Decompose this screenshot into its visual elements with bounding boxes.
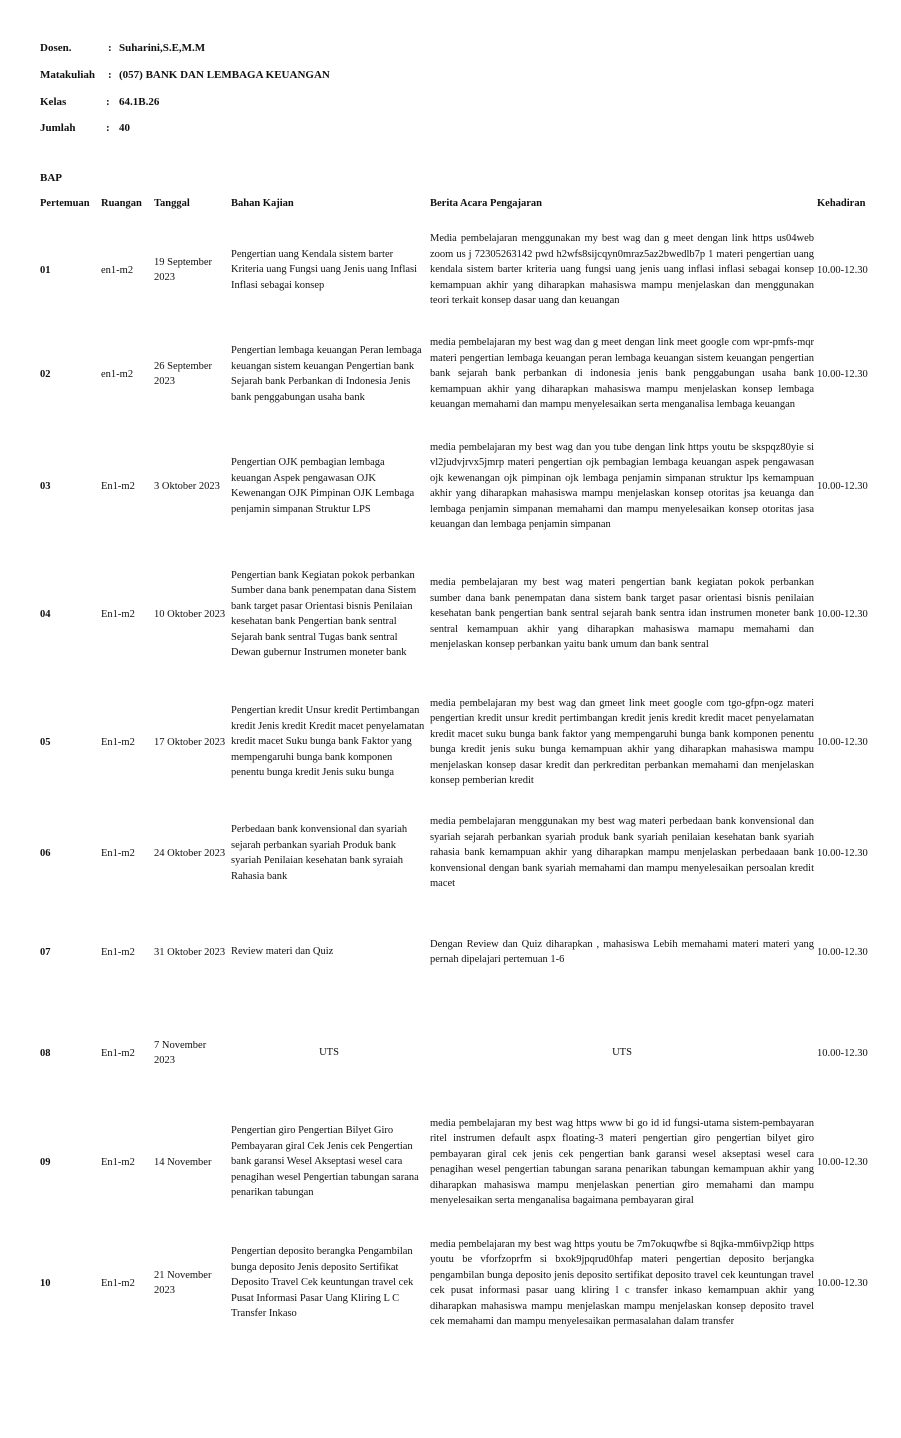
cell-tanggal: 17 Oktober 2023: [154, 736, 226, 748]
cell-bahan-kajian: Pengertian OJK pembagian lembaga keuangan Aspek pengawasan OJK Kewenangan OJK Pimpinan OJK Lembaga penjamin simpanan Struktur LPS: [231, 457, 415, 515]
cell-pertemuan: 05: [40, 736, 51, 748]
header-matakuliah: [40, 69, 330, 81]
cell-bahan-kajian: Pengertian giro Pengertian Bilyet Giro Pembayaran giral Cek Jenis cek Pengertian bank garansi Wesel Akseptasi wesel cara penagihan wesel Pengertian tabungan sarana penarikan tabungan: [231, 1125, 419, 1199]
cell-ruangan: En1-m2: [101, 736, 135, 748]
cell-pertemuan: 03: [40, 480, 51, 492]
cell-ruangan: En1-m2: [101, 1277, 135, 1289]
section-title: BAP: [40, 172, 62, 184]
cell-bahan-kajian: Perbedaan bank konvensional dan syariah sejarah perbankan syariah Produk bank syariah Penilaian kesehatan bank syraiah Rahasia bank: [231, 824, 408, 882]
cell-pertemuan: 01: [40, 264, 51, 276]
table-row: [0, 1228, 901, 1338]
cell-pertemuan: 04: [40, 608, 51, 620]
cell-kehadiran: 10.00-12.30: [817, 736, 868, 748]
cell-bahan-kajian: Pengertian deposito berangka Pengambilan bunga deposito Jenis deposito Sertifikat Deposito Travel Cek keuntungan travel cek Pusat Informasi Pasar Uang Kliring L C Transfer Inkaso: [231, 1246, 414, 1320]
header-value: (057) BANK DAN LEMBAGA KEUANGAN: [119, 69, 330, 81]
cell-tanggal: 31 Oktober 2023: [154, 946, 226, 958]
cell-ruangan: En1-m2: [101, 946, 135, 958]
cell-ruangan: En1-m2: [101, 480, 135, 492]
cell-berita-acara: UTS: [612, 1047, 632, 1059]
cell-kehadiran: 10.00-12.30: [817, 1047, 868, 1059]
cell-berita-acara: Dengan Review dan Quiz diharapkan , mahasiswa Lebih memahami materi materi yang pernah dipelajari pertemuan 1-6: [430, 938, 814, 965]
table-row: [0, 1031, 901, 1075]
cell-ruangan: En1-m2: [101, 608, 135, 620]
cell-berita-acara: media pembelajaran my best wag dan gmeet link meet google com tgo-gfpn-ogz materi pengertian kredit unsur kredit pertimbangan kredit jenis kredit kredit macet penyelamatan kredit macet suku bunga bank faktor yang mempengaruhi bunga bank komponen penentu bunga kredit jenis suku bunga kemampuan akhir yang diharapkan mahasiswa mampu menjelaskan konsep dasar kredit dan perkreditan perbankan memahami dan menjelaskan konsep pemberian kredit: [430, 697, 814, 786]
table-row: [0, 684, 901, 800]
cell-tanggal: 19 September 2023: [154, 257, 213, 283]
cell-berita-acara: media pembelajaran my best wag dan g meet dengan link meet google com wpr-pmfs-mqr materi pengertian lembaga keuangan peran lembaga keuangan sistem keuangan pengertian bank sejarah bank perbankan di indonesia jenis bank penggabungan usaha bank kemampuan akhir yang diharapkan mahasiswa mampu menjelaskan konsep lembaga keuangan memahami dan mampu menyelesaikan serta menganalisa lembaga keuangan: [430, 337, 814, 411]
cell-tanggal: 26 September 2023: [154, 361, 213, 387]
cell-berita-acara: media pembelajaran my best wag https youtu be 7m7okuqwfbe si 8qjka-mm6ivp2iqp https youtu be vforfzoprfm si bxok9jpqrud0hfap materi pengertian deposito berjangka pengambilan bunga deposito jenis deposito sertifikat deposito travel cek keuntungan travel cek pusat informasi pasar uang kliring l c transfer inkaso kemampuan akhir yang diharapkan mahasiswa mampu menjelaskan mampu menjelaskan konsep deposito travel cek memahami dan mampu menyelesaikan permasalahan dalam transfer: [430, 1238, 814, 1327]
header-label: Matakuliah: [40, 69, 96, 81]
column-header-berita-acara: Berita Acara Pengajaran: [430, 198, 542, 209]
cell-tanggal: 24 Oktober 2023: [154, 847, 226, 859]
cell-berita-acara: media pembelajaran menggunakan my best wag materi perbedaan bank konvensional dan syariah sejarah perbankan syariah produk bank syariah penilaian kesehatan bank syariah rahasia bank kemampuan akhir yang diharapkan mampu menjelaskan perbedaaan bank konvensional dengan bank syariah memahami dan mampu menyelesaikan persoalan kredit macet: [430, 816, 814, 890]
header-value: Suharini,S.E,M.M: [119, 42, 206, 54]
cell-bahan-kajian: UTS: [319, 1047, 339, 1059]
table-row: [0, 430, 901, 542]
cell-ruangan: En1-m2: [101, 1156, 135, 1168]
cell-pertemuan: 08: [40, 1047, 51, 1059]
cell-bahan-kajian: Pengertian uang Kendala sistem barter Kriteria uang Fungsi uang Jenis uang Inflasi Inflasi sebagai konsep: [231, 248, 418, 291]
header-colon: :: [106, 122, 110, 134]
cell-tanggal: 3 Oktober 2023: [154, 480, 220, 492]
column-header-kehadiran: Kehadiran: [817, 198, 866, 209]
header-label: Dosen.: [40, 42, 72, 54]
cell-kehadiran: 10.00-12.30: [817, 1277, 868, 1289]
cell-tanggal: 10 Oktober 2023: [154, 608, 226, 620]
header-value: 40: [119, 122, 130, 134]
header-kelas: [40, 96, 160, 108]
table-row: [0, 551, 901, 677]
header-jumlah: [40, 122, 130, 134]
cell-ruangan: En1-m2: [101, 1047, 135, 1059]
column-header-tanggal: Tanggal: [154, 198, 190, 209]
cell-berita-acara: media pembelajaran my best wag dan you tube dengan link https youtu be skspqz80yie si vl2judvjrvx5jmrp materi pengertian ojk pembagian lembaga keuangan aspek pengawasan ojk kewenangan ojk pimpinan ojk lembaga penjamin simpanan struktur lps kemampuan akhir yang diharapkan mahasiswa mampu menjelaskan konsep otoritas jsa keuanga dan lembaga penjamin simpanan memahami dan mampu menyelesaikan konsep otoritas jasa keuangan dan lembaga penjamin simpanan: [430, 441, 814, 530]
cell-kehadiran: 10.00-12.30: [817, 608, 868, 620]
cell-kehadiran: 10.00-12.30: [817, 847, 868, 859]
cell-ruangan: En1-m2: [101, 847, 135, 859]
table-row: [0, 1104, 901, 1220]
column-header-bahan-kajian: Bahan Kajian: [231, 198, 294, 209]
cell-ruangan: en1-m2: [101, 368, 134, 380]
header-colon: :: [106, 96, 110, 108]
cell-bahan-kajian: Pengertian lembaga keuangan Peran lembaga keuangan sistem keuangan Pengertian bank Sejarah bank Perbankan di Indonesia Jenis bank penggabungan usaha bank: [231, 345, 422, 403]
cell-berita-acara: media pembelajaran my best wag https www bi go id id fungsi-utama sistem-pembayaran ritel instrumen default aspx floating-3 materi pengertian giro pengertian bilyet giro pembayaran giral cek jenis cek pengertian bank garansi wesel akseptasi wesel cara penagihan wesel pengertian tabungan sarana penarikan tabungan kemampuan akhir yang diharapkan mahasiswa mampu menjelaskan penertian giro memahami dan mampu menyelesaikan serta menganalisa bagaimana pembayaran giral: [430, 1117, 814, 1206]
cell-pertemuan: 10: [40, 1277, 51, 1289]
table-row: [0, 930, 901, 974]
cell-pertemuan: 07: [40, 946, 51, 958]
table-row: [0, 810, 901, 896]
cell-pertemuan: 02: [40, 368, 51, 380]
cell-ruangan: en1-m2: [101, 264, 134, 276]
cell-bahan-kajian: Pengertian kredit Unsur kredit Pertimbangan kredit Jenis kredit Kredit macet penyelamatan kredit macet Suku bunga bank Faktor yang mempengaruhi bunga bank komponen penentu bunga kredit Jenis suku bunga: [231, 705, 425, 779]
header-colon: :: [108, 69, 112, 81]
cell-tanggal: 21 November 2023: [154, 1270, 212, 1296]
header-value: 64.1B.26: [119, 96, 160, 108]
cell-kehadiran: 10.00-12.30: [817, 264, 868, 276]
cell-kehadiran: 10.00-12.30: [817, 1156, 868, 1168]
cell-tanggal: 14 November: [154, 1156, 212, 1168]
header-colon: :: [108, 42, 112, 54]
header-label: Kelas: [40, 96, 67, 108]
cell-tanggal: 7 November 2023: [154, 1040, 207, 1066]
cell-pertemuan: 09: [40, 1156, 51, 1168]
cell-bahan-kajian: Review materi dan Quiz: [231, 946, 334, 958]
cell-kehadiran: 10.00-12.30: [817, 368, 868, 380]
table-row: [0, 222, 901, 318]
cell-berita-acara: media pembelajaran my best wag materi pengertian bank kegiatan pokok perbankan sumber dana bank penempatan dana sistem bank target pasar orientasi bisnis penilaian kesehatan bank pengertian bank sentral sejarah bank sentra idan instrumen moneter bank sentral kemampuan akhir yang diharapkan mahasiswa mamapu memahami dan menjelaskan konsep perbankan yaitu bank umum dan bank sentral: [430, 577, 814, 651]
column-header-ruangan: Ruangan: [101, 198, 142, 209]
cell-pertemuan: 06: [40, 847, 51, 859]
cell-bahan-kajian: Pengertian bank Kegiatan pokok perbankan Sumber dana bank penempatan dana Sistem bank target pasar Orientasi bisnis Penilaian kesehatan bank Pengertian bank sentral Sejarah bank sentral Tugas bank sentral Dewan gubernur Instrumen moneter bank: [231, 569, 417, 658]
cell-kehadiran: 10.00-12.30: [817, 480, 868, 492]
header-dosen: [40, 42, 206, 54]
cell-berita-acara: Media pembelajaran menggunakan my best wag dan g meet dengan link https us04web zoom us j 72305263142 pwd h2wfs8sijcqyn0mraz5az2bwedlb7p 1 materi pengertian uang kendala sistem barter kriteria uang fungsi uang jenis uang inflasi inflasi sebagai konsep kemampuan akhir yang diharapkan mahasiswa mampu menjelaskan dan menggunakan teori terkait konsep dasar uang dan keuangan: [430, 233, 814, 307]
header-label: Jumlah: [40, 122, 76, 134]
table-row: [0, 326, 901, 422]
cell-kehadiran: 10.00-12.30: [817, 946, 868, 958]
column-header-pertemuan: Pertemuan: [40, 198, 90, 209]
